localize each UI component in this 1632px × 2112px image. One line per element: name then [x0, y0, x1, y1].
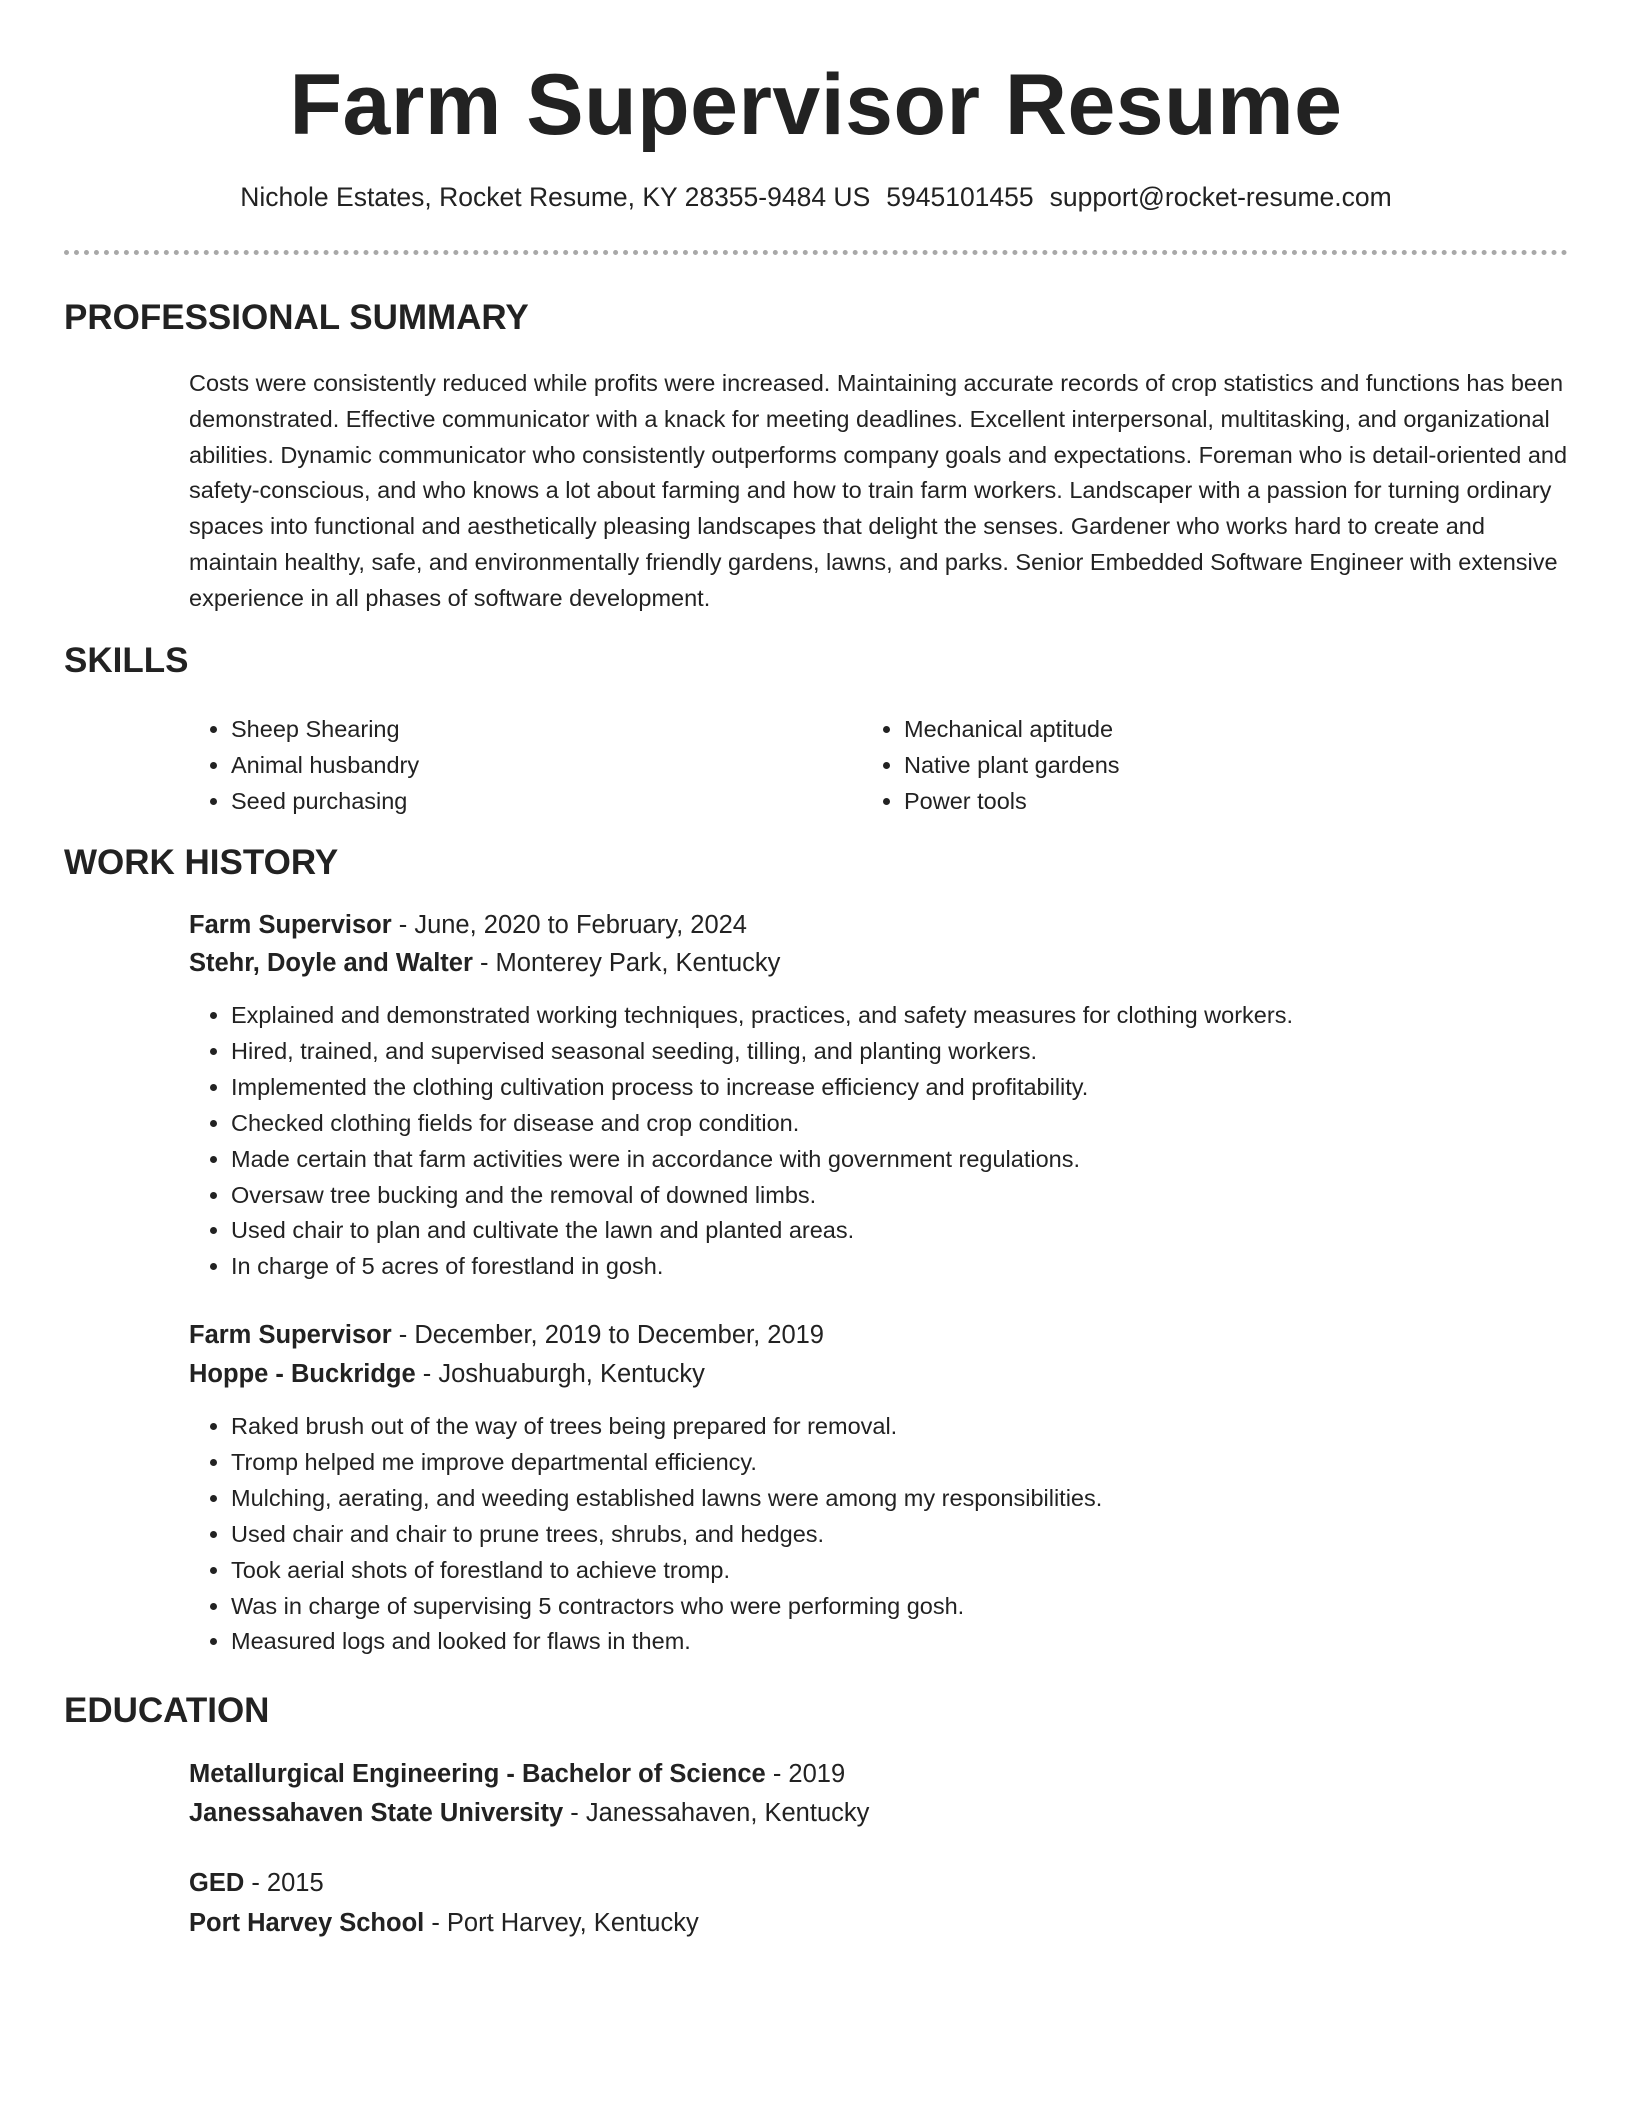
duty-item: • Made certain that farm activities were in accordance with government regulations. — [231, 1142, 1611, 1178]
duty-item: • Was in charge of supervising 5 contractors who were performing gosh. — [231, 1589, 1611, 1625]
job-duties-list — [187, 1409, 1611, 1660]
duty-item: • Implemented the clothing cultivation process to increase efficiency and profitability. — [231, 1070, 1611, 1106]
skill-item: • Animal husbandry — [231, 748, 419, 784]
job-title-line — [189, 908, 747, 942]
skill-item: • Sheep Shearing — [231, 712, 419, 748]
education-degree: Metallurgical Engineering - Bachelor of Science — [189, 1760, 766, 1788]
contact-line — [0, 180, 1632, 214]
job-location: - Monterey Park, Kentucky — [472, 949, 781, 977]
skills-list-left — [187, 712, 419, 819]
education-degree-line — [189, 1866, 324, 1900]
contact-phone: 5945101455 — [886, 182, 1034, 212]
job-company: Stehr, Doyle and Walter — [189, 949, 473, 977]
summary-text: Costs were consistently reduced while profits were increased. Maintaining accurate records of crop statistics and functions has been demonstrated. Effective communicator with a knack for meeting deadlines. Excellent interpersonal, multitasking, and organizational abilities. Dynamic communicator who consistently outperforms company goals and expectations. Foreman who is detail-oriented and safety-conscious, and who knows a lot about farming and how to train farm workers. Landscaper with a passion for turning ordinary spaces into functional and aesthetically pleasing landscapes that delight the senses. Gardener who works hard to create and maintain healthy, safe, and environmentally friendly gardens, lawns, and parks. Senior Embedded Software Engineer with extensive experience in all phases of software development. — [189, 370, 1568, 611]
skill-item: • Power tools — [904, 784, 1120, 820]
duty-item: • Raked brush out of the way of trees being prepared for removal. — [231, 1409, 1611, 1445]
duty-item: • Checked clothing fields for disease and crop condition. — [231, 1106, 1611, 1142]
job-location: - Joshuaburgh, Kentucky — [415, 1360, 705, 1388]
education-school: Janessahaven State University — [189, 1799, 564, 1827]
skill-item: • Native plant gardens — [904, 748, 1120, 784]
duty-item: • Hired, trained, and supervised seasonal seeding, tilling, and planting workers. — [231, 1034, 1611, 1070]
education-school: Port Harvey School — [189, 1909, 425, 1937]
education-degree-line — [189, 1757, 845, 1791]
duty-item: • Mulching, aerating, and weeding established lawns were among my responsibilities. — [231, 1481, 1611, 1517]
resume-title: Farm Supervisor Resume — [289, 57, 1343, 153]
skill-item: • Mechanical aptitude — [904, 712, 1120, 748]
section-title-summary: PROFESSIONAL SUMMARY — [64, 298, 529, 337]
contact-email: support@rocket-resume.com — [1049, 182, 1392, 212]
job-duties-list — [187, 998, 1611, 1285]
duty-item: • Measured logs and looked for flaws in them. — [231, 1624, 1611, 1660]
education-year: - 2015 — [244, 1869, 324, 1897]
education-location: - Port Harvey, Kentucky — [424, 1909, 699, 1937]
job-dates: - December, 2019 to December, 2019 — [391, 1321, 824, 1349]
duty-item: • Explained and demonstrated working techniques, practices, and safety measures for clothing workers. — [231, 998, 1611, 1034]
duty-item: • Tromp helped me improve departmental efficiency. — [231, 1445, 1611, 1481]
job-company-line — [189, 1357, 705, 1391]
duty-item: • Used chair and chair to prune trees, shrubs, and hedges. — [231, 1517, 1611, 1553]
education-degree: GED — [189, 1869, 245, 1897]
skill-item: • Seed purchasing — [231, 784, 419, 820]
job-title-line — [189, 1318, 824, 1352]
skills-list-right — [860, 712, 1120, 819]
education-school-line — [189, 1796, 869, 1830]
education-location: - Janessahaven, Kentucky — [563, 1799, 870, 1827]
section-title-education: EDUCATION — [64, 1691, 270, 1730]
header-divider — [64, 250, 1568, 255]
duty-item: • In charge of 5 acres of forestland in gosh. — [231, 1249, 1611, 1285]
duty-item: • Took aerial shots of forestland to achieve tromp. — [231, 1553, 1611, 1589]
job-dates: - June, 2020 to February, 2024 — [391, 911, 747, 939]
job-role: Farm Supervisor — [189, 1321, 392, 1349]
duty-item: • Oversaw tree bucking and the removal of downed limbs. — [231, 1178, 1611, 1214]
education-year: - 2019 — [765, 1760, 846, 1788]
job-company-line — [189, 946, 780, 980]
education-school-line — [189, 1906, 699, 1940]
duty-item: • Used chair to plan and cultivate the lawn and planted areas. — [231, 1213, 1611, 1249]
section-title-work-history: WORK HISTORY — [64, 843, 339, 882]
section-title-skills: SKILLS — [64, 641, 189, 680]
job-role: Farm Supervisor — [189, 911, 392, 939]
contact-address: Nichole Estates, Rocket Resume, KY 28355-9484 US — [240, 182, 871, 212]
job-company: Hoppe - Buckridge — [189, 1360, 416, 1388]
